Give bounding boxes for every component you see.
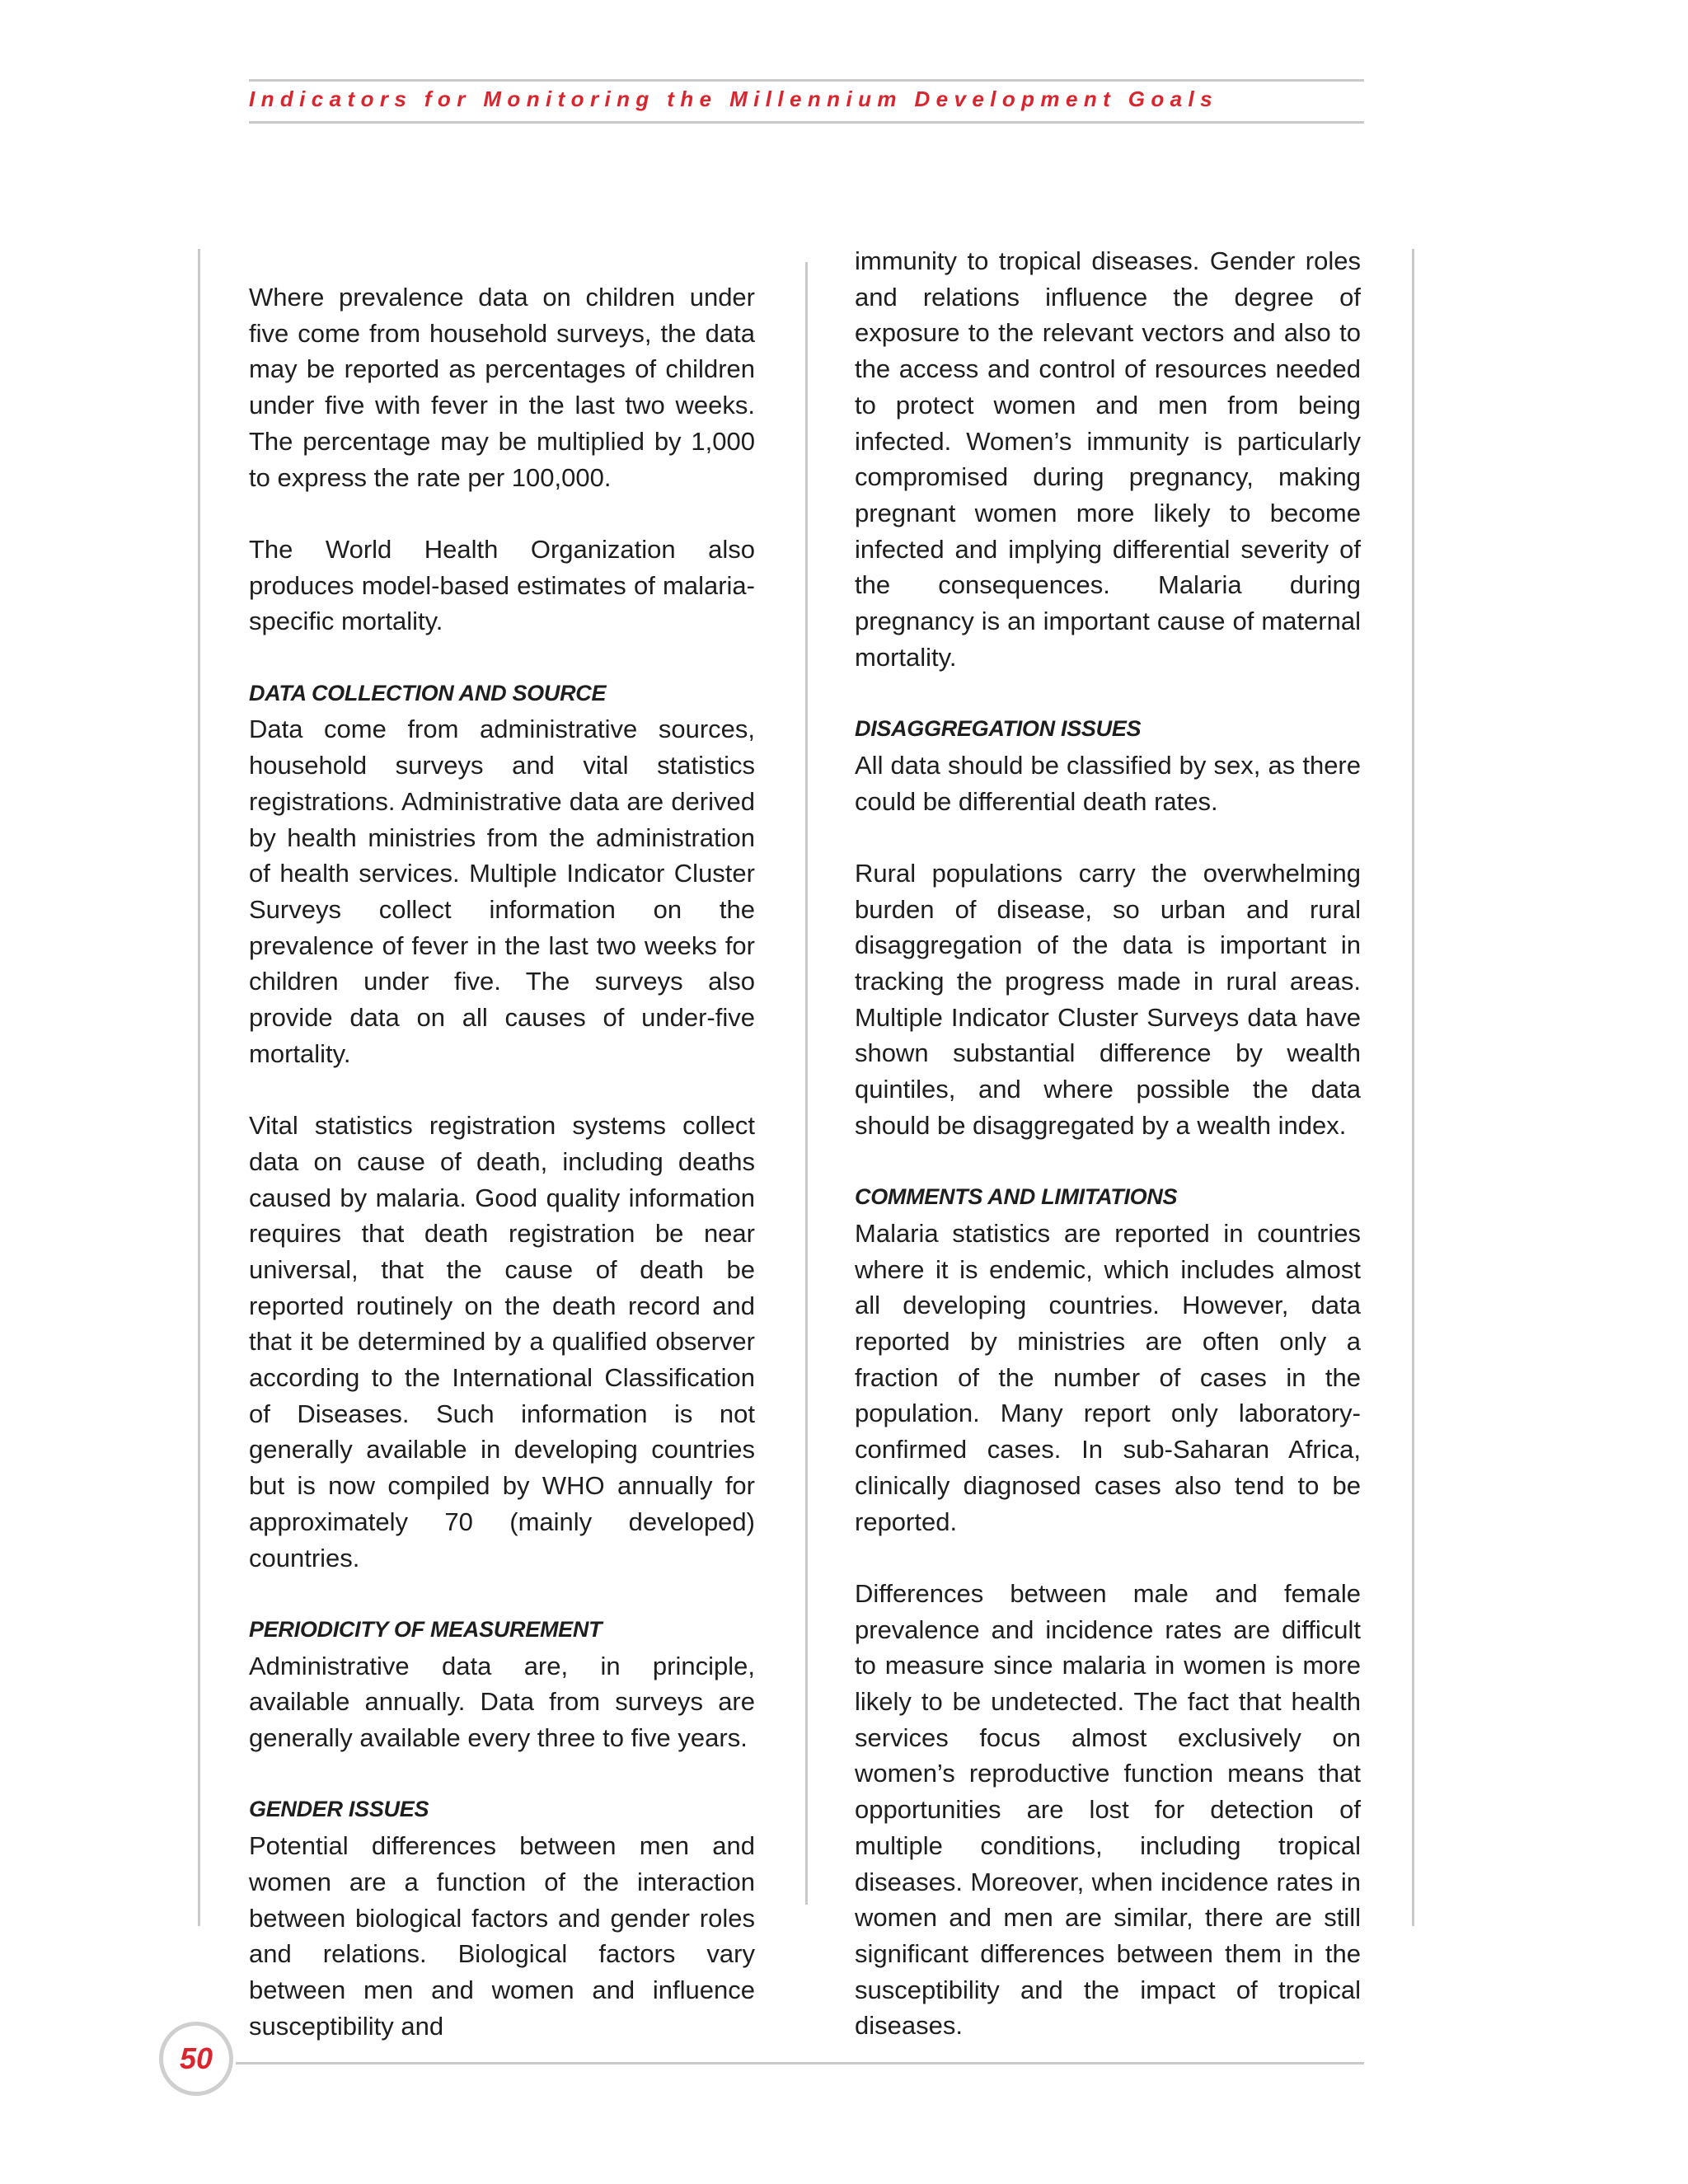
footer-rule: [236, 2062, 1364, 2064]
right-column: [855, 243, 1361, 2044]
paragraph-who-estimates: The World Health Organization also produces model-based estimates of malaria-specific mortality.: [249, 534, 755, 636]
heading-gender-issues: GENDER ISSUES: [249, 1797, 429, 1822]
paragraph-immunity: immunity to tropical diseases. Gender roles and relations influence the degree of exposure to the relevant vectors and also to the access and control of resources needed to protect women and men from being infected. Women’s immunity is particularly compromised during pregnancy, making pregnant women more likely to become infected and implying differential severity of the consequences. Malaria during pregnancy is an important cause of maternal mortality.: [855, 246, 1361, 672]
left-margin-rule: [198, 249, 200, 1926]
paragraph-prevalence-data: Where prevalence data on children under five come from household surveys, the data may be reported as percentages of children under five with fever in the last two weeks. The percentage may be multiplied by 1,000 to express the rate per 100,000.: [249, 283, 755, 492]
paragraph-gender-differences: Potential differences between men and women are a function of the interaction between biological factors and gender roles and relations. Biological factors vary between men and women and influence susceptibility and: [249, 1831, 755, 2041]
paragraph-vital-statistics: Vital statistics registration systems collect data on cause of death, including deaths caused by malaria. Good quality information requires that death registration be near universal, that the cause of death be reported routinely on the death record and that it be determined by a qualified observer according to the International Classification of Diseases. Such information is not generally available in developing countries but is now compiled by WHO annually for approximately 70 (mainly developed) countries.: [249, 1111, 755, 1572]
heading-periodicity: PERIODICITY OF MEASUREMENT: [249, 1616, 603, 1642]
column-divider-rule: [805, 262, 808, 1905]
heading-data-collection: DATA COLLECTION AND SOURCE: [249, 680, 607, 705]
left-column: [249, 279, 755, 2044]
header-rule-bottom: [249, 121, 1364, 124]
right-margin-rule: [1412, 249, 1414, 1926]
paragraph-periodicity: Administrative data are, in principle, available annually. Data from surveys are generally available every three to five years.: [249, 1651, 755, 1753]
paragraph-classified-by-sex: All data should be classified by sex, as there could be differential death rates.: [855, 750, 1361, 816]
paragraph-malaria-statistics: Malaria statistics are reported in countries where it is endemic, which includes almost all developing countries. However, data reported by ministries are often only a fraction of the number of cases in the population. Many report only laboratory-confirmed cases. In sub-Saharan Africa, clinically diagnosed cases also tend to be reported.: [855, 1218, 1361, 1536]
header-rule-top: [249, 79, 1364, 82]
running-header: Indicators for Monitoring the Millennium Development Goals: [249, 87, 1219, 111]
page-number-badge: [159, 2022, 233, 2096]
paragraph-male-female-differences: Differences between male and female prevalence and incidence rates are difficult to measure since malaria in women is more likely to be undetected. The fact that health services focus almost exclusively on women’s reproductive function means that opportunities are lost for detection of multiple conditions, including tropical diseases. Moreover, when incidence rates in women and men are similar, there are still significant differences between them in the susceptibility and the impact of tropical diseases.: [855, 1578, 1361, 2041]
page-number: 50: [179, 2041, 213, 2075]
paragraph-data-sources: Data come from administrative sources, household surveys and vital statistics registrations. Administrative data are derived by health ministries from the administration of health services. Multiple Indicator Cluster Surveys collect information on the prevalence of fever in the last two weeks for children under five. The surveys also provide data on all causes of under-five mortality.: [249, 715, 755, 1068]
heading-disaggregation: DISAGGREGATION ISSUES: [855, 716, 1142, 742]
paragraph-rural-populations: Rural populations carry the overwhelming burden of disease, so urban and rural disaggregation of the data is important in tracking the progress made in rural areas. Multiple Indicator Cluster Surveys data have shown substantial difference by wealth quintiles, and where possible the data should be disaggregated by a wealth index.: [855, 858, 1361, 1140]
heading-comments-limitations: COMMENTS AND LIMITATIONS: [855, 1184, 1178, 1210]
